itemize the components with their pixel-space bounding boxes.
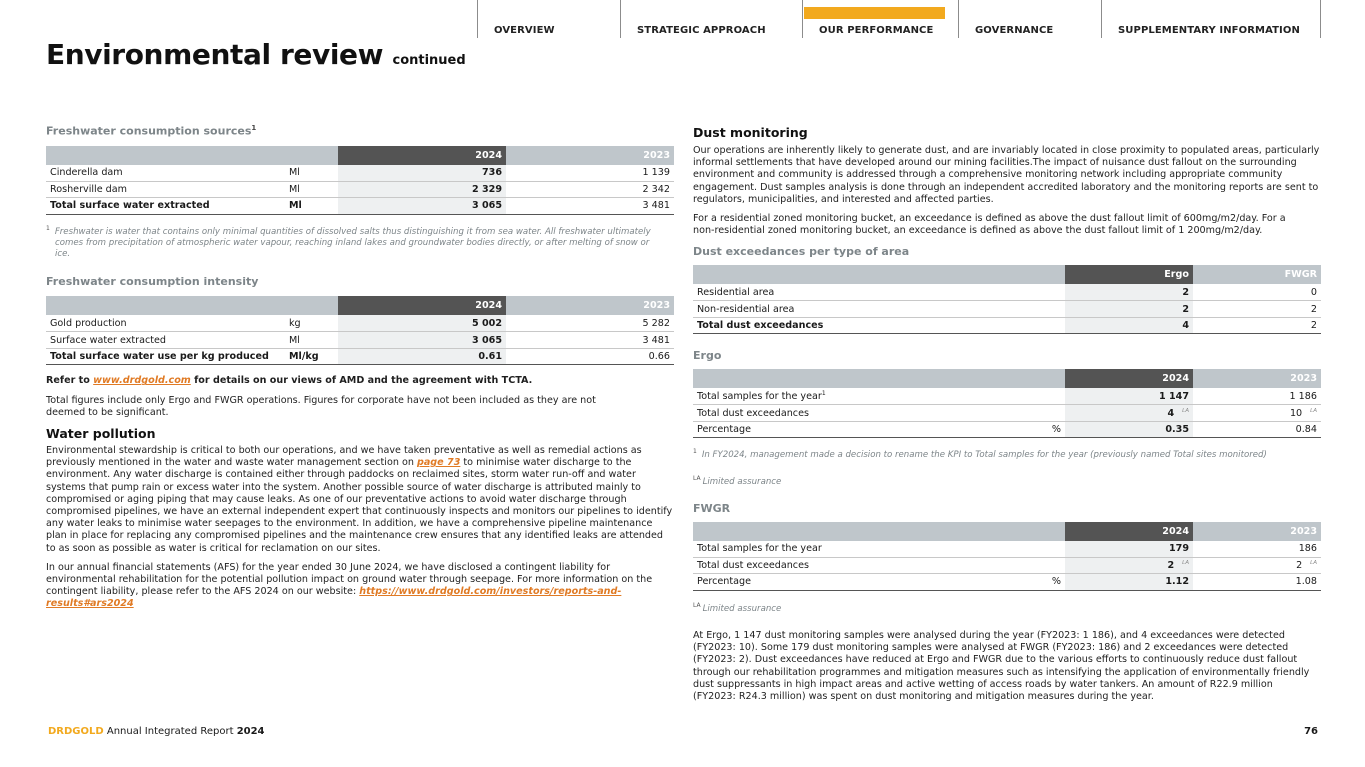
table-row (693, 388, 1321, 405)
dust-area-heading: Dust exceedances per type of area (693, 245, 910, 259)
row-label: Rosherville dam (46, 181, 285, 198)
value-2023: 1 186 (1193, 388, 1321, 405)
page-title (46, 38, 466, 71)
col-header-ergo: Ergo (1065, 265, 1193, 284)
col-header-fwgr: FWGR (1193, 265, 1321, 284)
footnote-text: In FY2024, management made a decision to rename the KPI to Total samples for the year (previously named Total sites monitored) (701, 450, 1267, 461)
value-text: 2 (1167, 560, 1175, 572)
row-unit: % (1028, 574, 1065, 591)
table-row (46, 332, 674, 349)
value-2024: 1.12 (1065, 574, 1193, 591)
la-mark: LA (1182, 559, 1189, 566)
table-row (693, 421, 1321, 438)
row-unit (1028, 388, 1065, 405)
para-text: to minimise water discharge to the environment. Any water discharge is contained either through paddocks on reclaimed sites, storm water run-off and water systems that pump rain or excess water into the system. Another possible source of water discharge is attributed mainly to compromised or aging piping that may cause leaks. As one of our preventative actions to avoid water discharge through compromised pipelines, we have an external independent expert that continuously inspects and monitors our pipelines to identify any water leaks to minimise water seepages to the environment. In addition, we have a comprehensive pipeline maintenance plan in place for replacing any compromised pipelines and the maintenance crew ensures that any identified leaks are attended to as soon as possible as water is critical for reclamation on our sites. (46, 457, 673, 554)
value-text: 2 (1296, 560, 1303, 572)
ergo-footnote (693, 446, 1321, 461)
row-unit (1028, 557, 1065, 574)
row-unit: Ml (285, 181, 338, 198)
value-2024 (1065, 405, 1193, 422)
value-2024: 3 065 (338, 332, 506, 349)
value-2024: 1 147 (1065, 388, 1193, 405)
header-blank (285, 146, 338, 165)
col-header-2023: 2023 (506, 296, 674, 315)
row-unit: Ml (285, 332, 338, 349)
page-title-suffix: continued (392, 53, 466, 68)
page-73-link[interactable]: page 73 (416, 457, 461, 469)
value-2024: 0.61 (338, 348, 506, 365)
ergo-la-note (693, 473, 1321, 488)
col-header-2023: 2023 (1193, 522, 1321, 541)
la-mark: LA (693, 474, 701, 482)
row-label: Gold production (46, 315, 285, 332)
value-2023: 1.08 (1193, 574, 1321, 591)
dust-monitoring-para-2: For a residential zoned monitoring bucket, an exceedance is defined as above the dust fallout limit of 600mg/m2/day. For a non-residential zoned monitoring bucket, an exceedance is defined as above the dust fallout limit of 1 200mg/m2/day. (693, 213, 1286, 237)
footer-year: 2024 (236, 726, 265, 737)
row-label: Total samples for the year (693, 541, 1028, 558)
afs-2024-link[interactable]: https://www.drdgold.com/investors/reports-and-results#ars2024 (46, 586, 622, 610)
row-label: Percentage (693, 574, 1028, 591)
page-number: 76 (1304, 726, 1318, 737)
value-fwgr: 2 (1193, 317, 1321, 334)
nav-supplementary-information[interactable]: SUPPLEMENTARY INFORMATION (1101, 0, 1320, 38)
dust-summary-text: At Ergo, 1 147 dust monitoring samples were analysed during the year (FY2023: 1 186), and 4 exceedances were detected (FY2023: 10). Some 179 dust monitoring samples were analysed at FWGR (FY2023: 186) and 2 exceedances were detected (FY2023: 2). Dust exceedances have reduced at Ergo and FWGR due to the various efforts to continuously reduce dust fallout through our rehabilitation programmes and mitigation measures such as intensifying the application of environmentally friendly dust suppressants in high impact areas and active wetting of access roads by water tankers. An amount of R22.9 million (FY2023: R24.3 million) was spent on dust monitoring and mitigation measures during the year. (693, 629, 1310, 702)
dust-area-table (693, 265, 1321, 334)
row-label-text: Total samples for the year (697, 391, 822, 403)
footer (48, 726, 265, 737)
dust-monitoring-para-1: Our operations are inherently likely to generate dust, and are invariably located in close proximity to populated areas, particularly informal settlements that have developed around our mining facilities.The impact of nuisance dust fallout on the surrounding environment and community is addressed through a comprehensive monitoring network including appropriate community engagement. Dust samples analysis is done through an independent accredited laboratory and the monitoring reports are sent to regulators, municipalities, and interested and affected parties. (693, 145, 1320, 205)
footnote-mark: 1 (693, 448, 697, 456)
header-blank (46, 296, 285, 315)
fwgr-heading: FWGR (693, 501, 731, 515)
fwgr-table (693, 522, 1321, 591)
la-mark: LA (1310, 407, 1317, 414)
value-2023 (1193, 405, 1321, 422)
total-figures-text: Total figures include only Ergo and FWGR operations. Figures for corporate have not been included as they are not deemed to be significant. (46, 394, 596, 418)
la-text: Limited assurance (702, 603, 782, 614)
row-unit: Ml (285, 198, 338, 215)
value-2024: 0.35 (1065, 421, 1193, 438)
value-2023: 0.66 (506, 348, 674, 365)
nav-governance[interactable]: GOVERNANCE (958, 0, 1101, 38)
row-unit: kg (285, 315, 338, 332)
value-2024 (1065, 557, 1193, 574)
la-mark: LA (1182, 407, 1189, 414)
value-2024: 736 (338, 165, 506, 182)
col-header-2023: 2023 (1193, 369, 1321, 388)
la-mark: LA (693, 601, 701, 609)
col-header-2024: 2024 (1065, 522, 1193, 541)
row-label: Percentage (693, 421, 1028, 438)
table-row (693, 574, 1321, 591)
table-row (693, 541, 1321, 558)
table-row (693, 301, 1321, 318)
table-row (693, 284, 1321, 301)
value-2024: 3 065 (338, 198, 506, 215)
value-ergo: 2 (1065, 284, 1193, 301)
para-text: In our annual financial statements (AFS) for the year ended 30 June 2024, we have disclosed a contingent liability for environmental rehabilitation for the potential pollution impact on ground water through seepage. For more information on the contingent liability, please refer to the AFS 2024 on our website: (46, 561, 653, 598)
refer-pre: Refer to (46, 375, 94, 387)
value-2023: 3 481 (506, 332, 674, 349)
refer-post: for details on our views of AMD and the agreement with TCTA. (190, 375, 533, 387)
value-2023: 5 282 (506, 315, 674, 332)
value-ergo: 4 (1065, 317, 1193, 334)
value-fwgr: 2 (1193, 301, 1321, 318)
water-pollution-para-2 (46, 562, 674, 611)
value-2023: 1 139 (506, 165, 674, 182)
water-pollution-heading: Water pollution (46, 426, 156, 442)
row-label: Total dust exceedances (693, 405, 1028, 422)
water-pollution-para-1 (46, 445, 674, 555)
row-unit: Ml/kg (285, 348, 338, 365)
value-2023 (1193, 557, 1321, 574)
table-row-total (46, 198, 674, 215)
header-blank (693, 369, 1028, 388)
row-label: Residential area (693, 284, 1065, 301)
freshwater-sources-heading-text: Freshwater consumption sources (46, 124, 252, 138)
drdgold-website-link[interactable]: www.drdgold.com (93, 375, 191, 387)
header-blank (693, 522, 1028, 541)
row-unit (1028, 405, 1065, 422)
page-title-main: Environmental review (46, 38, 384, 71)
table-row (693, 557, 1321, 574)
value-2023: 186 (1193, 541, 1321, 558)
header-blank (1028, 369, 1065, 388)
value-fwgr: 0 (1193, 284, 1321, 301)
footnote-text: Freshwater is water that contains only minimal quantities of dissolved salts thus distinguishing it from sea water. All freshwater ultimately comes from precipitation of atmospheric water vapour, reaching inland lakes and groundwater bodies directly, or after melting of snow or ice. (54, 226, 651, 260)
footer-text: Annual Integrated Report (103, 726, 237, 737)
freshwater-sources-heading (46, 124, 674, 138)
col-header-2024: 2024 (1065, 369, 1193, 388)
col-header-2024: 2024 (338, 146, 506, 165)
row-label: Total surface water use per kg produced (46, 348, 285, 365)
freshwater-intensity-table (46, 296, 674, 365)
table-row (46, 181, 674, 198)
value-text: 10 (1289, 407, 1303, 419)
nav-our-performance[interactable]: OUR PERFORMANCE (802, 0, 958, 38)
refer-text (46, 375, 674, 387)
table-row (46, 315, 674, 332)
la-text: Limited assurance (702, 476, 782, 487)
dust-monitoring-heading: Dust monitoring (693, 125, 808, 140)
value-2024: 179 (1065, 541, 1193, 558)
col-header-2024: 2024 (338, 296, 506, 315)
row-unit: Ml (285, 165, 338, 182)
header-blank (285, 296, 338, 315)
row-label: Total surface water extracted (46, 198, 285, 215)
header-blank (1028, 522, 1065, 541)
la-mark: LA (1310, 559, 1317, 566)
right-column (693, 125, 1321, 703)
table-row-total (46, 348, 674, 365)
value-text: 4 (1167, 407, 1175, 419)
ergo-table (693, 369, 1321, 438)
freshwater-sources-table (46, 146, 674, 215)
row-label: Cinderella dam (46, 165, 285, 182)
header-blank (693, 265, 1065, 284)
row-unit: % (1028, 421, 1065, 438)
value-2024: 5 002 (338, 315, 506, 332)
freshwater-intensity-heading: Freshwater consumption intensity (46, 275, 259, 289)
footnote-mark: 1 (46, 224, 50, 232)
table-row-total (693, 317, 1321, 334)
row-label (693, 388, 1028, 405)
value-2023: 3 481 (506, 198, 674, 215)
nav-overview[interactable]: OVERVIEW (477, 0, 620, 38)
footnote-mark: 1 (821, 390, 826, 398)
para-text: Environmental stewardship is critical to both our operations, and we have taken preventative as well as remedial actions as previously mentioned in the water and waste water management section on (46, 445, 642, 469)
value-ergo: 2 (1065, 301, 1193, 318)
value-2023: 0.84 (1193, 421, 1321, 438)
footnote-mark: 1 (251, 124, 257, 132)
table-row (693, 405, 1321, 422)
row-label: Surface water extracted (46, 332, 285, 349)
fwgr-la-note (693, 600, 1321, 615)
row-label: Total dust exceedances (693, 557, 1028, 574)
ergo-heading: Ergo (693, 349, 722, 363)
header-blank (46, 146, 285, 165)
col-header-2023: 2023 (506, 146, 674, 165)
value-2024: 2 329 (338, 181, 506, 198)
row-label: Non-residential area (693, 301, 1065, 318)
table-row (46, 165, 674, 182)
left-column (46, 124, 674, 611)
nav-divider (1320, 0, 1321, 38)
nav-strategic-approach[interactable]: STRATEGIC APPROACH (620, 0, 802, 38)
freshwater-footnote (46, 223, 674, 261)
footer-brand: DRDGOLD (48, 726, 104, 737)
row-unit (1028, 541, 1065, 558)
row-label: Total dust exceedances (693, 317, 1065, 334)
value-2023: 2 342 (506, 181, 674, 198)
